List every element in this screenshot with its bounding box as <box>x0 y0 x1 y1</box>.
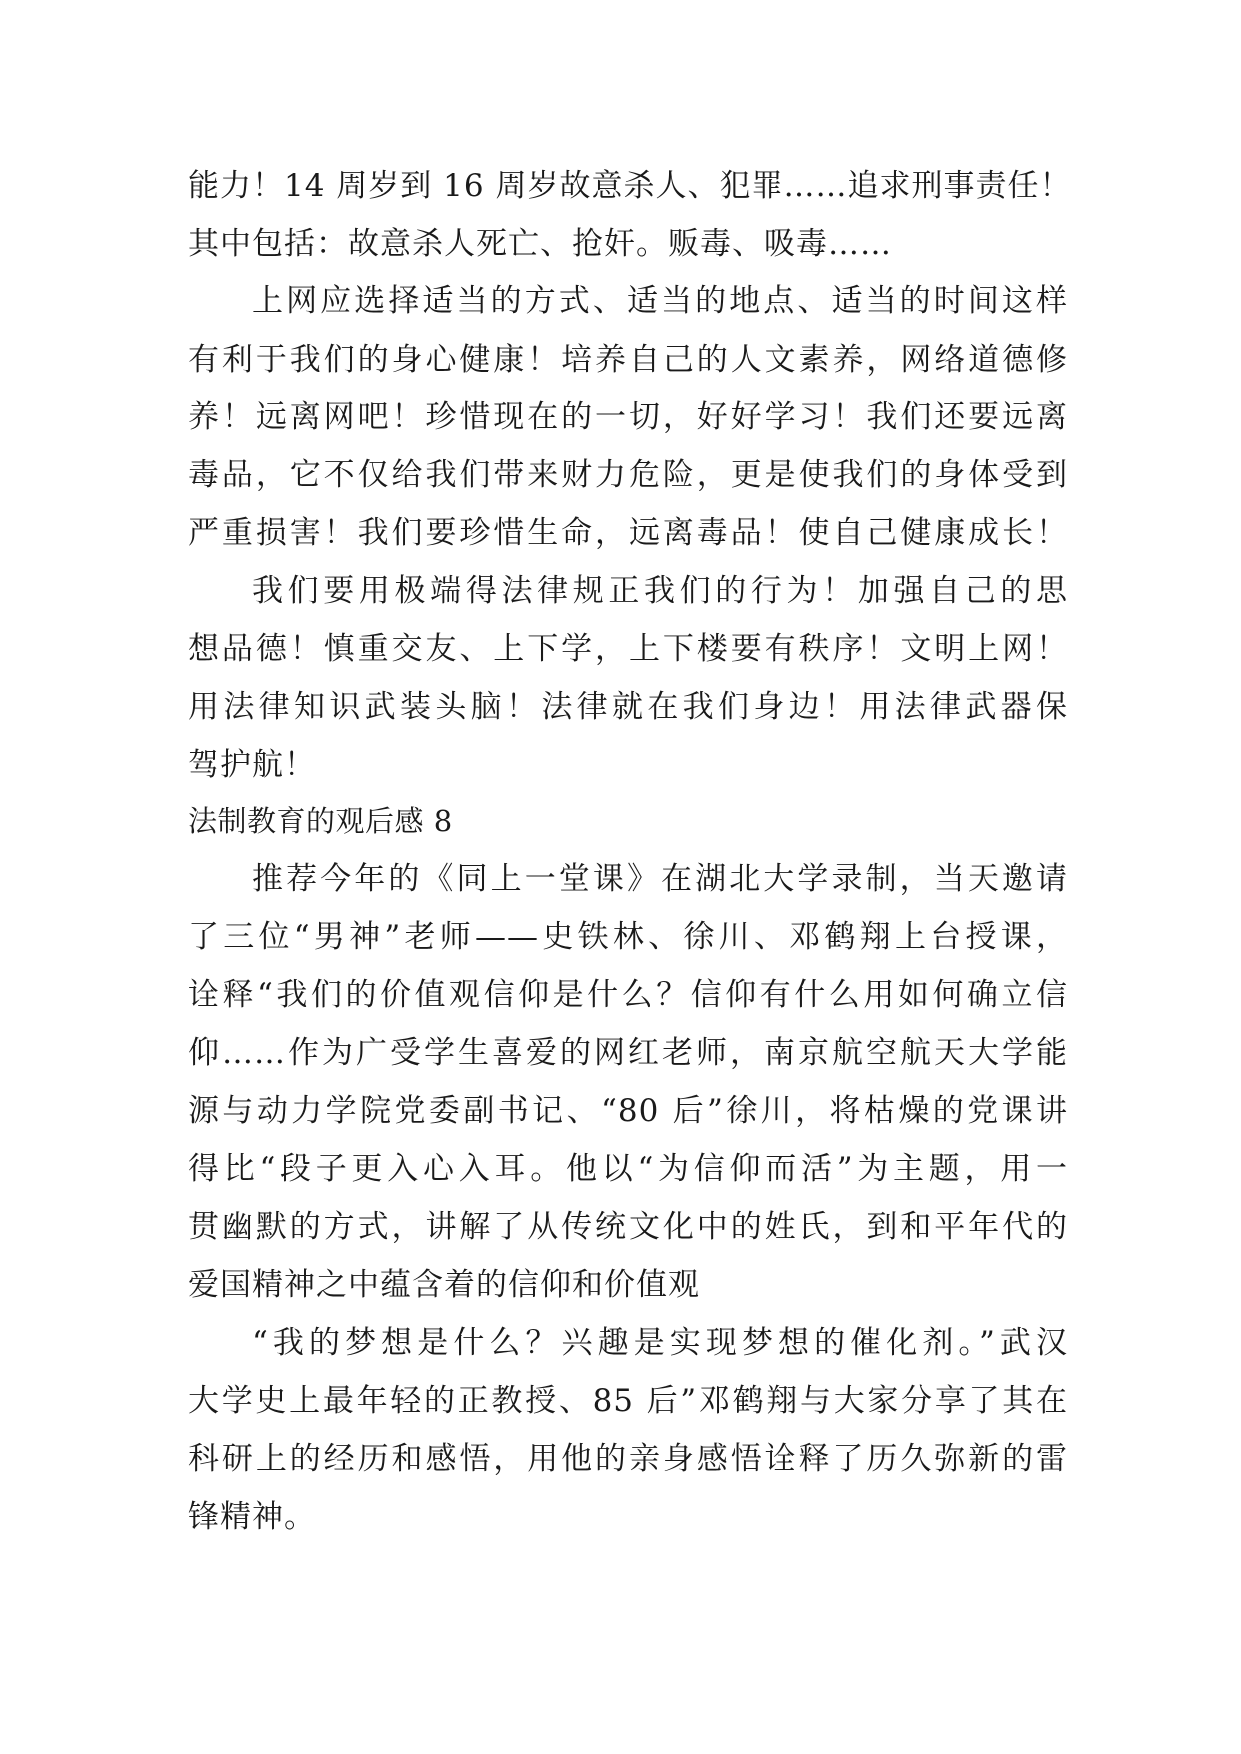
text-line: 推荐今年的《同上一堂课》在湖北大学录制，当天邀请 <box>252 861 1068 897</box>
text-line: 有利于我们的身心健康！培养自己的人文素养，网络道德修 <box>188 342 1068 378</box>
text-line: 诠释“我们的价值观信仰是什么？信仰有什么用如何确立信 <box>188 977 1068 1013</box>
text-line: 仰……作为广受学生喜爱的网红老师，南京航空航天大学能 <box>188 1035 1068 1071</box>
text-line: 想品德！慎重交友、上下学，上下楼要有秩序！文明上网！ <box>188 631 1068 667</box>
text-line: 养！远离网吧！珍惜现在的一切，好好学习！我们还要远离 <box>188 399 1068 435</box>
text-line: 源与动力学院党委副书记、“80 后”徐川，将枯燥的党课讲 <box>188 1093 1068 1129</box>
text-line: 了三位“男神”老师——史铁林、徐川、邓鹤翔上台授课， <box>188 919 1068 955</box>
text-line: 得比“段子更入心入耳。他以“为信仰而活”为主题，用一 <box>188 1151 1068 1187</box>
text-line: 上网应选择适当的方式、适当的地点、适当的时间这样 <box>252 283 1068 319</box>
text-line: 严重损害！我们要珍惜生命，远离毒品！使自己健康成长！ <box>188 515 1068 551</box>
text-line: 其中包括：故意杀人死亡、抢奸。贩毒、吸毒…… <box>188 226 892 262</box>
text-line: 我们要用极端得法律规正我们的行为！加强自己的思 <box>252 573 1068 609</box>
text-line: 贯幽默的方式，讲解了从传统文化中的姓氏，到和平年代的 <box>188 1209 1068 1245</box>
text-line: 驾护航！ <box>188 747 316 783</box>
text-line: 锋精神。 <box>188 1499 316 1535</box>
text-line: 爱国精神之中蕴含着的信仰和价值观 <box>188 1267 700 1303</box>
text-line: “我的梦想是什么？兴趣是实现梦想的催化剂。”武汉 <box>252 1325 1068 1361</box>
text-line: 毒品，它不仅给我们带来财力危险，更是使我们的身体受到 <box>188 457 1068 493</box>
section-heading: 法制教育的观后感 8 <box>188 804 453 838</box>
text-line: 用法律知识武装头脑！法律就在我们身边！用法律武器保 <box>188 689 1068 725</box>
text-line: 能力！14 周岁到 16 周岁故意杀人、犯罪……追求刑事责任！ <box>188 168 1072 204</box>
text-line: 科研上的经历和感悟，用他的亲身感悟诠释了历久弥新的雷 <box>188 1441 1068 1477</box>
text-line: 大学史上最年轻的正教授、85 后”邓鹤翔与大家分享了其在 <box>188 1383 1068 1419</box>
